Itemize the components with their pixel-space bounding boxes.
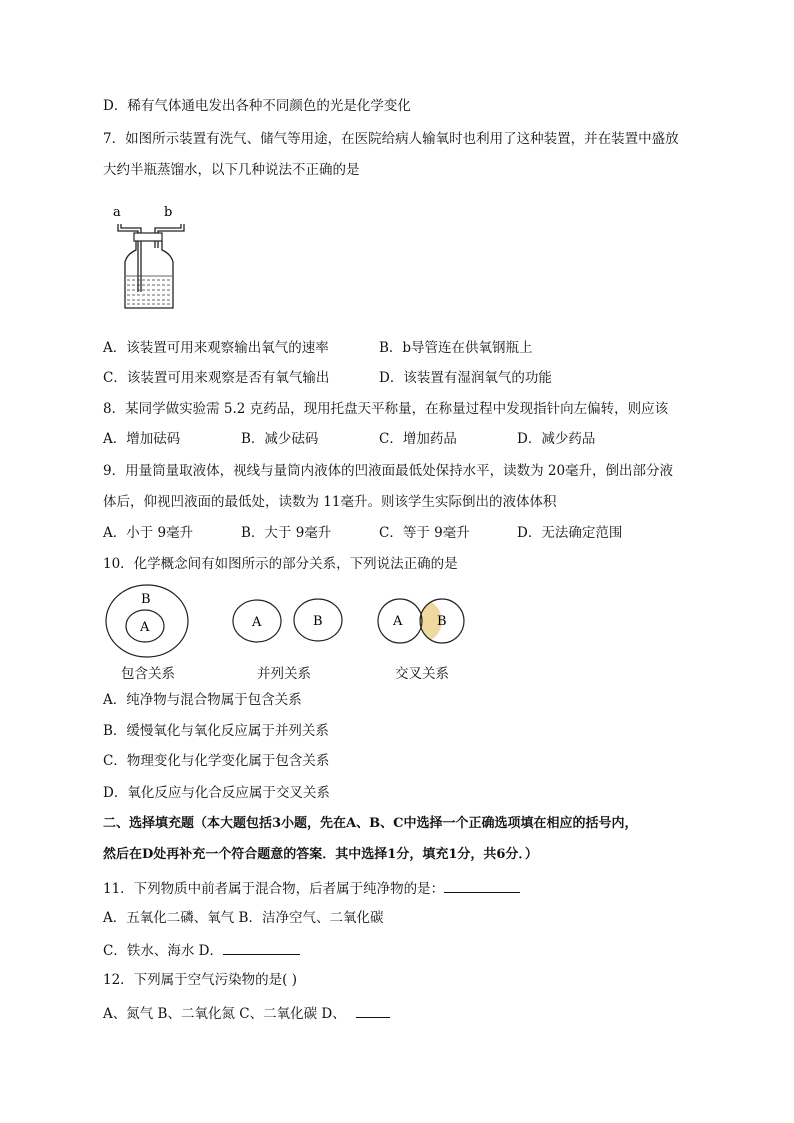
question-10-option-c: C．物理变化与化学变化属于包含关系 [103,753,330,769]
question-9-option-c: C．等于 9毫升 [379,525,470,541]
caption-intersection: 交叉关系 [395,666,449,682]
question-11-text: 11．下列物质中前者属于混合物，后者属于纯净物的是： [103,881,445,897]
question-11-d-blank[interactable] [223,940,300,955]
question-10-option-d: D．氧化反应与化合反应属于交叉关系 [103,785,330,801]
question-12-options [103,1003,390,1023]
section-2-heading-line2: 然后在D处再补充一个符合题意的答案．其中选择1分，填充1分，共6分．） [103,847,538,862]
question-7-option-b: B．b导管连在供氧钢瓶上 [379,340,533,356]
gas-washing-bottle-diagram [105,200,195,315]
question-7-option-c: C．该装置可用来观察是否有氧气输出 [103,370,330,386]
question-11-options-cd [103,940,300,960]
containment-diagram [106,585,188,657]
question-11-stem [103,878,520,898]
question-8-option-a: A．增加砝码 [103,431,181,447]
question-10-stem: 10．化学概念间有如图所示的部分关系，下列说法正确的是 [103,556,458,572]
caption-containment: 包含关系 [121,666,175,682]
parallel-set-b-label: B [313,614,323,629]
intersection-diagram [378,599,464,643]
tube-label-b: b [164,205,173,220]
intersect-set-b-label: B [437,614,447,629]
question-9-option-a: A．小于 9毫升 [103,525,194,541]
question-11-options-cd-text: C．铁水、海水 D． [103,943,223,959]
question-8-option-d: D．减少药品 [517,431,596,447]
question-7-stem-line1: 7．如图所示装置有洗气、储气等用途，在医院给病人输氧时也利用了这种装置，并在装置中盛放 [103,131,679,147]
question-8-option-c: C．增加药品 [379,431,457,447]
question-11-options-ab: A．五氧化二磷、氧气 B．洁净空气、二氧化碳 [103,910,384,926]
question-11-answer-blank[interactable] [444,878,520,893]
question-10-option-a: A．纯净物与混合物属于包含关系 [103,692,302,708]
question-8-stem: 8．某同学做实验需 5.2 克药品，现用托盘天平称量，在称量过程中发现指针向左偏转，则应该 [103,401,669,417]
question-9-option-d: D．无法确定范围 [517,525,623,541]
question-12-d-blank[interactable] [356,1003,390,1018]
question-9-stem-line2: 体后，仰视凹液面的最低处，读数为 11毫升。则该学生实际倒出的液体体积 [103,494,557,510]
question-12-stem: 12．下列属于空气污染物的是( ) [103,972,298,988]
intersect-set-a-label: A [393,614,403,629]
question-7-stem-line2: 大约半瓶蒸馏水，以下几种说法不正确的是 [103,162,360,178]
question-9-option-b: B．大于 9毫升 [241,525,332,541]
caption-parallel: 并列关系 [257,666,311,682]
question-9-stem-line1: 9．用量筒量取液体，视线与量筒内液体的凹液面最低处保持水平，读数为 20毫升，倒出部分液 [103,463,674,479]
concept-relation-diagrams [100,583,480,658]
parallel-set-a-label: A [252,615,262,630]
question-10-option-b: B．缓慢氧化与氧化反应属于并列关系 [103,723,329,739]
inner-set-a-label: A [140,620,150,635]
question-7-option-d: D．该装置有湿润氧气的功能 [379,370,552,386]
parallel-diagram [233,599,342,642]
question-8-option-b: B．减少砝码 [241,431,319,447]
question-7-option-a: A．该装置可用来观察输出氧气的速率 [103,340,329,356]
outer-set-b-label: B [141,592,151,607]
tube-label-a: a [113,205,121,220]
section-2-heading-line1: 二、选择填充题（本大题包括3小题，先在A、B、C中选择一个正确选项填在相应的括号内， [103,816,638,831]
question-12-options-text: A、氮气 B、二氧化氮 C、二氧化碳 D、 [103,1006,350,1022]
question-6-option-d: D．稀有气体通电发出各种不同颜色的光是化学变化 [103,98,411,114]
